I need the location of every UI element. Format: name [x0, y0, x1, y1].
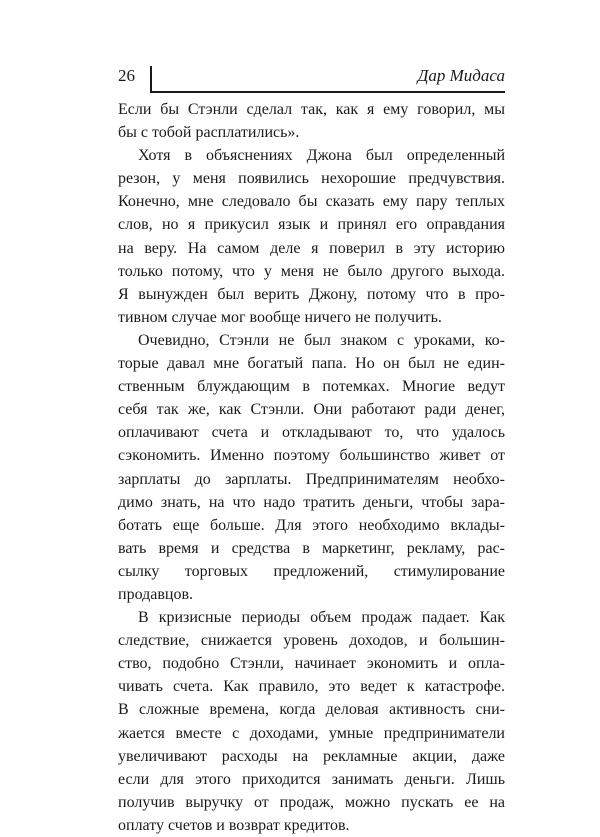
- text-line: увеличивают расходы на рекламные акции, даже: [118, 747, 505, 765]
- text-line: следствие, снижается уровень доходов, и большин-: [118, 632, 505, 650]
- text-line: сэкономить. Именно поэтому большинство живет от: [118, 447, 505, 465]
- text-line: ботать еще больше. Для этого необходимо вклады-: [118, 516, 505, 534]
- text-line: тивном случае мог вообще ничего не получить.: [118, 308, 442, 326]
- header-rule: [150, 91, 505, 93]
- text-line: себя так же, как Стэнли. Они работают ради денег,: [118, 401, 505, 419]
- text-line: оплачивают счета и откладывают то, что удалось: [118, 424, 505, 442]
- text-line: продавцов.: [118, 585, 194, 603]
- body-text: [118, 98, 505, 837]
- text-line: только потому, что у меня не было другого выхода.: [118, 262, 505, 280]
- text-line: Очевидно, Стэнли не был знаком с уроками, ко-: [138, 331, 505, 349]
- text-line: жается вместе с доходами, умные предприниматели: [118, 724, 505, 742]
- text-line: если для этого приходится занимать деньги. Лишь: [118, 770, 505, 788]
- text-line: на веру. На самом деле я поверил в эту историю: [118, 239, 505, 257]
- text-line: оплату счетов и возврат кредитов.: [118, 816, 350, 834]
- text-line: торые давал мне богатый папа. Но он был не един-: [118, 355, 505, 373]
- text-line: В кризисные периоды объем продаж падает. Как: [138, 609, 505, 627]
- text-line: Хотя в объяснениях Джона был определенный: [138, 147, 505, 165]
- text-line: резон, у меня появились нехорошие предчувствия.: [118, 170, 505, 188]
- text-line: зарплаты до зарплаты. Предпринимателям необхо-: [118, 470, 505, 488]
- text-line: бы с тобой расплатились».: [118, 124, 300, 142]
- page-number: 26: [118, 66, 135, 85]
- text-line: вать время и средства в маркетинг, рекламу, рас-: [118, 539, 505, 557]
- text-line: слов, но я прикусил язык и принял его оправдания: [118, 216, 505, 234]
- text-line: сылку торговых предложений, стимулирование: [118, 562, 505, 580]
- header-divider: [150, 66, 152, 92]
- text-line: ственным блуждающим в потемках. Многие ведут: [118, 378, 505, 396]
- text-line: В сложные времена, когда деловая активность сни-: [118, 701, 505, 719]
- text-line: Конечно, мне следовало бы сказать ему пару теплых: [118, 193, 505, 211]
- text-line: Если бы Стэнли сделал так, как я ему говорил, мы: [118, 101, 505, 118]
- text-line: Я вынужден был верить Джону, потому что в про-: [118, 285, 505, 303]
- text-line: чивать счета. Как правило, это ведет к катастрофе.: [118, 678, 505, 696]
- running-title: Дар Мидаса: [417, 66, 505, 85]
- text-line: ство, подобно Стэнли, начинает экономить и опла-: [118, 655, 505, 673]
- text-line: димо знать, на что надо тратить деньги, чтобы зара-: [118, 493, 505, 511]
- text-line: получив выручку от продаж, можно пускать ее на: [118, 793, 505, 811]
- page-header: [118, 66, 505, 94]
